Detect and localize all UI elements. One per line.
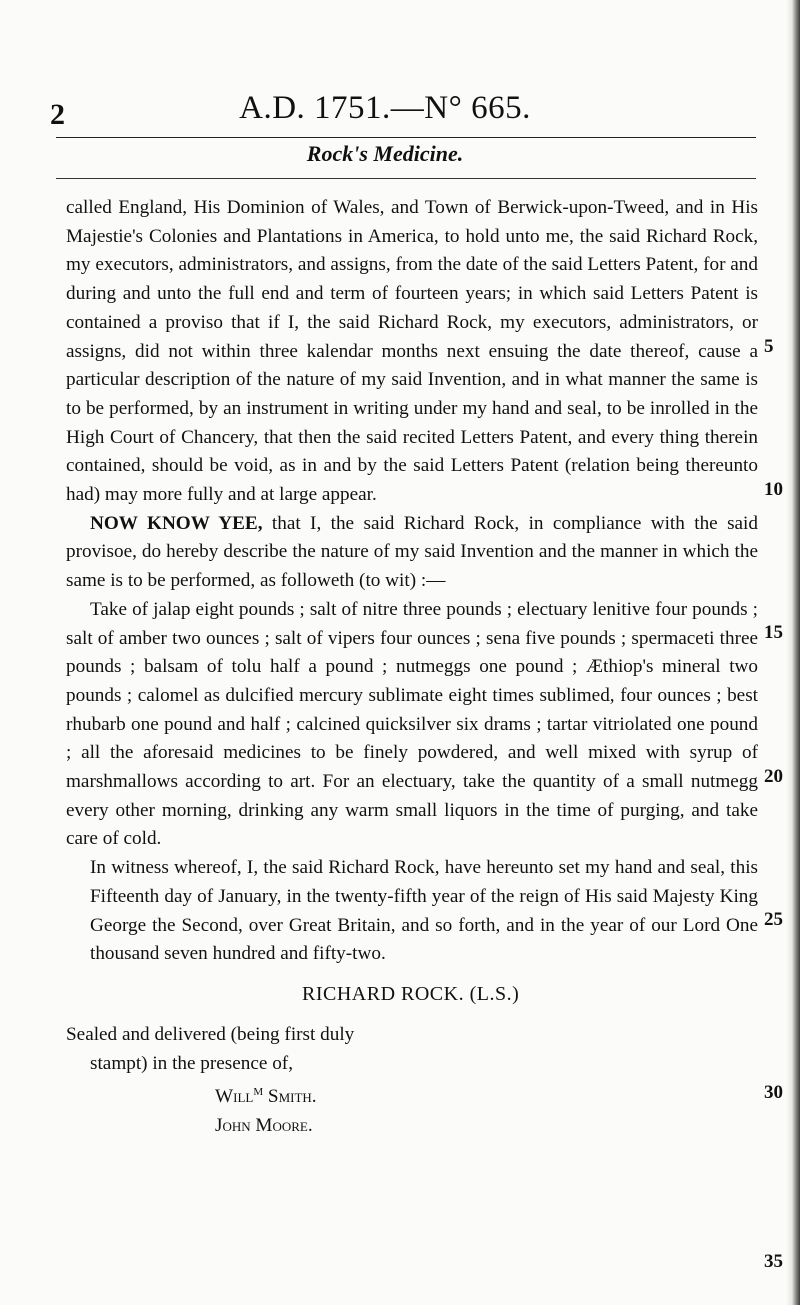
sealed-line-2: stampt) in the presence of, — [90, 1052, 293, 1074]
line-number-15: 15 — [764, 622, 783, 643]
paragraph-2-lead: NOW KNOW YEE, — [90, 512, 263, 534]
line-number-25: 25 — [764, 909, 783, 930]
header-rule-top — [56, 137, 756, 138]
header-rule-bottom — [56, 178, 756, 179]
witness-1 — [66, 1078, 758, 1112]
witness-1-superscript: M — [253, 1086, 264, 1099]
running-head: A.D. 1751.—N° 665. — [239, 90, 531, 126]
witness-1-last: Smith. — [263, 1086, 317, 1108]
witness-1-first: Will — [215, 1086, 254, 1108]
page-number: 2 — [50, 98, 65, 131]
witness-2: John Moore. — [215, 1115, 313, 1137]
sealed-block — [66, 1021, 758, 1141]
document-body — [66, 194, 758, 1141]
line-number-5: 5 — [764, 336, 774, 357]
line-number-20: 20 — [764, 766, 783, 787]
paragraph-3: Take of jalap eight pounds ; salt of nitre three pounds ; electuary lenitive four pounds ; salt of amber two ounces ; salt of vipers four ounces ; sena five pounds ; spermaceti three pounds ; balsam of tolu half a pound ; nutmeggs one pound ; Æthiop's mineral two pounds ; calomel as dulcified mercury sublimate eight times sublimed, four ounces ; best rhubarb one pound and half ; calcined quicksilver six drams ; tartar vitriolated one pound ; all the aforesaid medicines to be finely powdered, and well mixed with syrup of marshmallows according to art. For an electuary, take the quantity of a small nutmegg every other morning, drinking any warm small liquors in the time of purging, and take care of cold. — [66, 598, 758, 850]
page-subtitle: Rock's Medicine. — [306, 141, 464, 166]
paragraph-1: called England, His Dominion of Wales, and Town of Berwick-upon-Tweed, and in His Majestie's Colonies and Plantations in America, to hold unto me, the said Richard Rock, my executors, administrators, and assigns, from the date of the said Letters Patent, for and during and unto the full end and term of fourteen years; in which said Letters Patent is contained a proviso that if I, the said Richard Rock, my executors, administrators, or assigns, did not within three kalendar months next ensuing the date thereof, cause a particular description of the nature of my said Invention, and in what manner the same is to be performed, by an instrument in writing under my hand and seal, to be inrolled in the High Court of Chancery, that then the said recited Letters Patent, and every thing therein contained, should be void, as in and by the said Letters Patent (relation being thereunto had) may more fully and at large appear. — [66, 197, 758, 506]
line-number-10: 10 — [764, 479, 783, 500]
signature: RICHARD ROCK. (L.S.) — [302, 982, 520, 1005]
page-edge-shadow — [786, 0, 800, 1305]
paragraph-2-text: that I, the said Richard Rock, in compliance with the said provisoe, do hereby describe the nature of my said Invention and the manner in which the same is to be performed, as followeth (to wit) :— — [66, 512, 758, 592]
line-number-30: 30 — [764, 1082, 783, 1103]
line-number-35: 35 — [764, 1251, 783, 1272]
paragraph-4: In witness whereof, I, the said Richard Rock, have hereunto set my hand and seal, this Fifteenth day of January, in the twenty-fifth year of the reign of His said Majesty King George the Second, over Great Britain, and so forth, and in the year of our Lord One thousand seven hundred and fifty-two. — [90, 857, 758, 965]
paragraph-2 — [66, 510, 758, 596]
sealed-line-1: Sealed and delivered (being first duly — [66, 1023, 355, 1045]
